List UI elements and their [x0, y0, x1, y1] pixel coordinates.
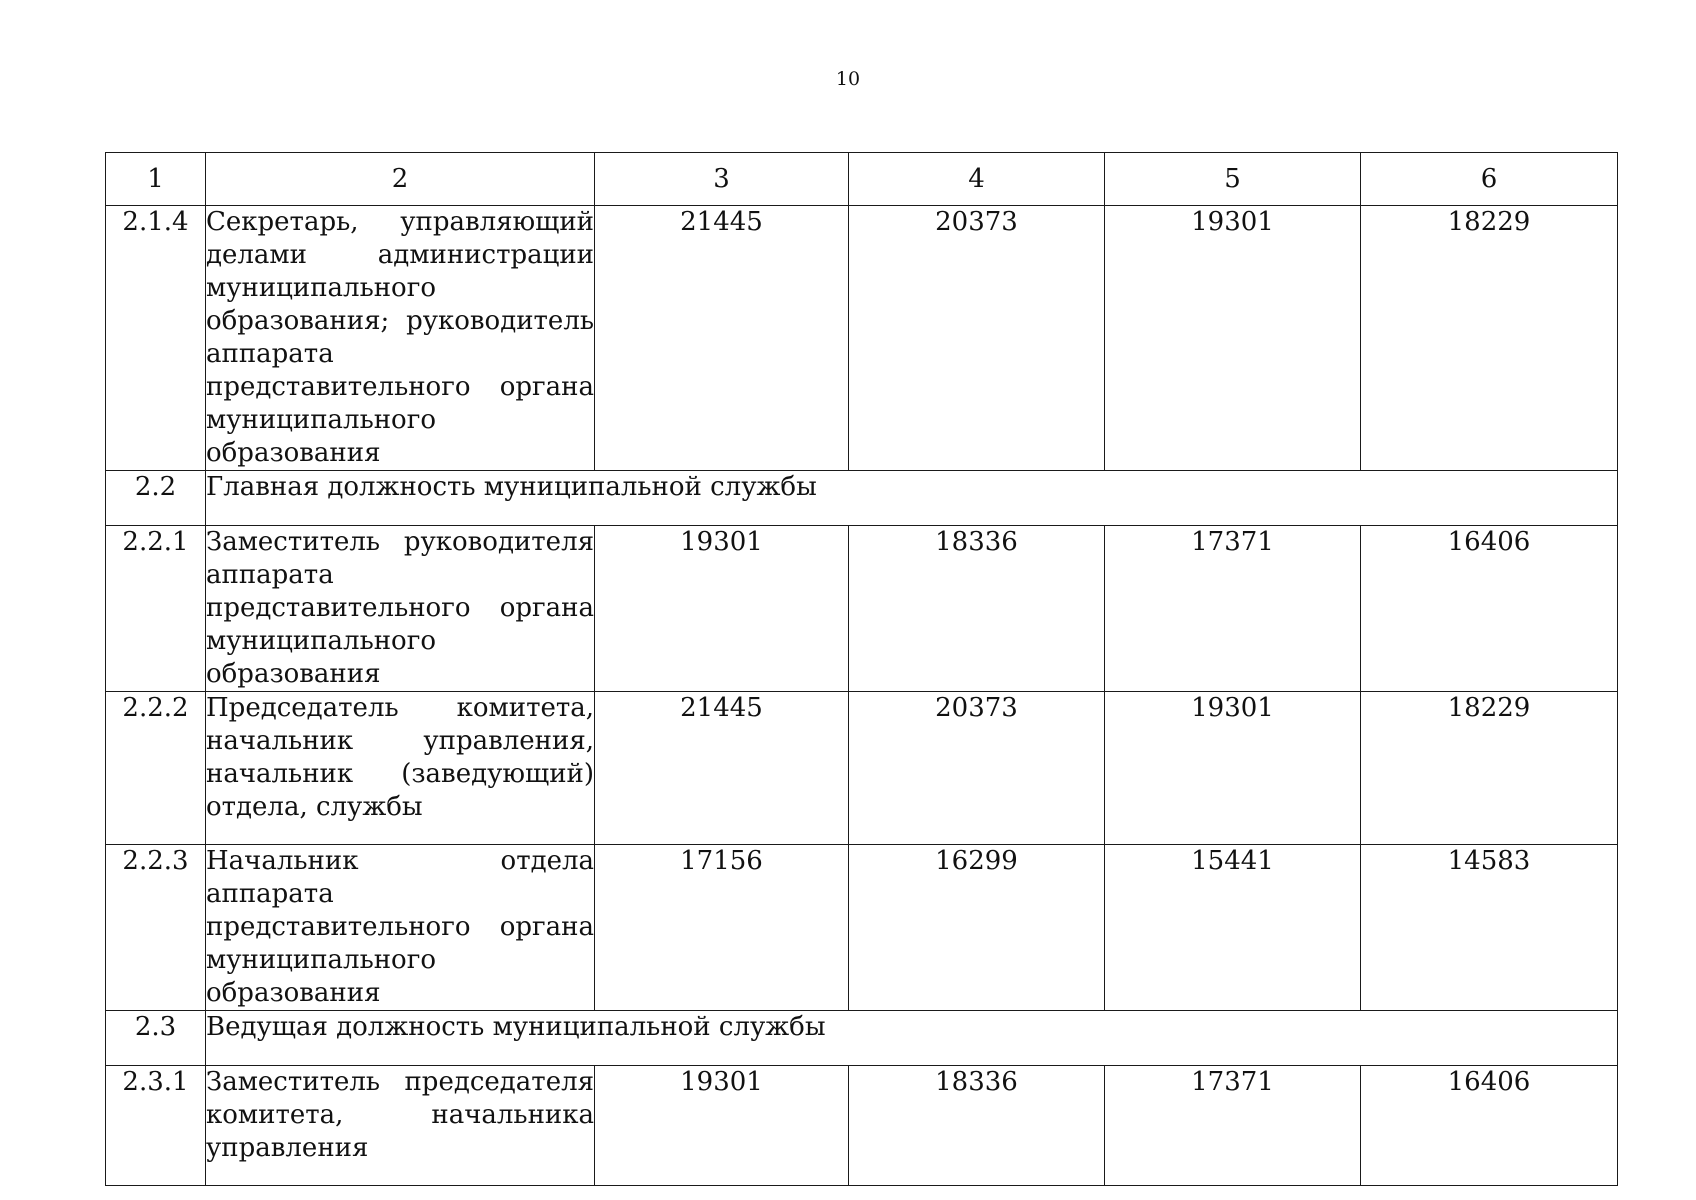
header-cell-5: 5	[1105, 153, 1361, 206]
table-row	[106, 526, 1618, 692]
row-code: 2.2.1	[106, 526, 206, 692]
row-value-col6: 18229	[1361, 692, 1618, 845]
row-value-col6: 18229	[1361, 206, 1618, 471]
section-title: Главная должность муниципальной службы	[206, 471, 1618, 526]
row-value-col4: 20373	[849, 206, 1105, 471]
section-row	[106, 471, 1618, 526]
row-value-col5: 17371	[1105, 526, 1361, 692]
row-code: 2.1.4	[106, 206, 206, 471]
section-title: Ведущая должность муниципальной службы	[206, 1011, 1618, 1066]
row-value-col3: 21445	[595, 206, 849, 471]
row-value-col3: 19301	[595, 1066, 849, 1186]
row-value-col4: 20373	[849, 692, 1105, 845]
row-value-col6: 14583	[1361, 845, 1618, 1011]
row-position-name: Заместитель председателя комитета, начальника управления	[206, 1066, 595, 1186]
row-value-col5: 17371	[1105, 1066, 1361, 1186]
row-position-name: Председатель комитета, начальник управления, начальник (заведующий) отдела, службы	[206, 692, 595, 845]
row-value-col5: 15441	[1105, 845, 1361, 1011]
row-value-col3: 19301	[595, 526, 849, 692]
section-code: 2.2	[106, 471, 206, 526]
row-value-col6: 16406	[1361, 526, 1618, 692]
row-value-col5: 19301	[1105, 206, 1361, 471]
table-row	[106, 845, 1618, 1011]
header-cell-2: 2	[206, 153, 595, 206]
row-value-col5: 19301	[1105, 692, 1361, 845]
header-cell-3: 3	[595, 153, 849, 206]
header-cell-1: 1	[106, 153, 206, 206]
page-number: 10	[835, 68, 861, 90]
row-value-col3: 17156	[595, 845, 849, 1011]
row-value-col4: 16299	[849, 845, 1105, 1011]
table-row	[106, 1066, 1618, 1186]
row-value-col4: 18336	[849, 526, 1105, 692]
row-code: 2.2.2	[106, 692, 206, 845]
header-cell-4: 4	[849, 153, 1105, 206]
table-row	[106, 692, 1618, 845]
row-position-name: Секретарь, управляющий делами администрации муниципального образования; руководитель аппарата представительного органа муниципального образования	[206, 206, 595, 471]
row-code: 2.3.1	[106, 1066, 206, 1186]
row-position-name: Начальник отдела аппарата представительного органа муниципального образования	[206, 845, 595, 1011]
row-value-col4: 18336	[849, 1066, 1105, 1186]
section-code: 2.3	[106, 1011, 206, 1066]
row-value-col3: 21445	[595, 692, 849, 845]
table-row	[106, 206, 1618, 471]
row-code: 2.2.3	[106, 845, 206, 1011]
row-value-col6: 16406	[1361, 1066, 1618, 1186]
header-cell-6: 6	[1361, 153, 1618, 206]
row-position-name: Заместитель руководителя аппарата представительного органа муниципального образования	[206, 526, 595, 692]
section-row	[106, 1011, 1618, 1066]
table-header-row	[106, 153, 1618, 206]
salary-table	[105, 152, 1618, 1186]
